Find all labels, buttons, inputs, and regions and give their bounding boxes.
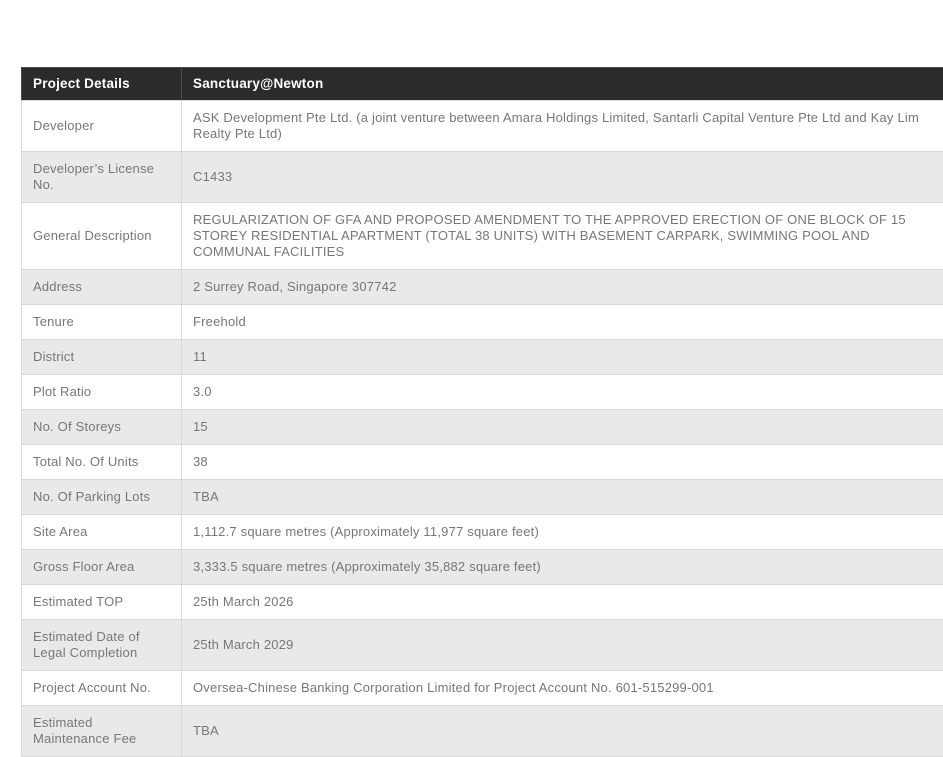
row-label: Address bbox=[22, 270, 182, 305]
row-label: Site Area bbox=[22, 515, 182, 550]
row-value: C1433 bbox=[182, 152, 943, 203]
table-row bbox=[22, 480, 943, 515]
row-value: 25th March 2029 bbox=[182, 620, 943, 671]
table-row bbox=[22, 515, 943, 550]
table-row bbox=[22, 706, 943, 757]
row-value: 1,112.7 square metres (Approximately 11,977 square feet) bbox=[182, 515, 943, 550]
table-row bbox=[22, 671, 943, 706]
table-row bbox=[22, 101, 943, 152]
table-row bbox=[22, 305, 943, 340]
row-label: Developer’s License No. bbox=[22, 152, 182, 203]
row-value: 15 bbox=[182, 410, 943, 445]
row-value: 3.0 bbox=[182, 375, 943, 410]
table-row bbox=[22, 550, 943, 585]
table-row bbox=[22, 203, 943, 270]
row-value: ASK Development Pte Ltd. (a joint venture between Amara Holdings Limited, Santarli Capital Venture Pte Ltd and Kay Lim Realty Pte Ltd) bbox=[182, 101, 943, 152]
table-header-row bbox=[22, 68, 943, 101]
project-details-table bbox=[21, 67, 943, 757]
row-value: Freehold bbox=[182, 305, 943, 340]
row-value: REGULARIZATION OF GFA AND PROPOSED AMENDMENT TO THE APPROVED ERECTION OF ONE BLOCK OF 15 STOREY RESIDENTIAL APARTMENT (TOTAL 38 UNITS) WITH BASEMENT CARPARK, SWIMMING POOL AND COMMUNAL FACILITIES bbox=[182, 203, 943, 270]
row-value: 3,333.5 square metres (Approximately 35,882 square feet) bbox=[182, 550, 943, 585]
row-label: No. Of Parking Lots bbox=[22, 480, 182, 515]
row-value: 11 bbox=[182, 340, 943, 375]
row-label: Estimated Maintenance Fee bbox=[22, 706, 182, 757]
row-label: General Description bbox=[22, 203, 182, 270]
row-label: Developer bbox=[22, 101, 182, 152]
row-label: No. Of Storeys bbox=[22, 410, 182, 445]
row-label: Estimated TOP bbox=[22, 585, 182, 620]
row-value: 2 Surrey Road, Singapore 307742 bbox=[182, 270, 943, 305]
row-label: Project Account No. bbox=[22, 671, 182, 706]
header-cell-project-name: Sanctuary@Newton bbox=[182, 68, 943, 101]
row-value: Oversea-Chinese Banking Corporation Limited for Project Account No. 601-515299-001 bbox=[182, 671, 943, 706]
table-row bbox=[22, 340, 943, 375]
row-label: Estimated Date of Legal Completion bbox=[22, 620, 182, 671]
row-value: 38 bbox=[182, 445, 943, 480]
table-row bbox=[22, 410, 943, 445]
row-value: 25th March 2026 bbox=[182, 585, 943, 620]
table-row bbox=[22, 270, 943, 305]
row-value: TBA bbox=[182, 480, 943, 515]
row-label: Gross Floor Area bbox=[22, 550, 182, 585]
row-value: TBA bbox=[182, 706, 943, 757]
row-label: District bbox=[22, 340, 182, 375]
row-label: Plot Ratio bbox=[22, 375, 182, 410]
header-cell-project-details: Project Details bbox=[22, 68, 182, 101]
row-label: Tenure bbox=[22, 305, 182, 340]
project-details-section bbox=[21, 67, 943, 757]
project-table-body bbox=[22, 101, 943, 757]
table-row bbox=[22, 375, 943, 410]
table-row bbox=[22, 620, 943, 671]
table-row bbox=[22, 445, 943, 480]
row-label: Total No. Of Units bbox=[22, 445, 182, 480]
table-row bbox=[22, 152, 943, 203]
table-row bbox=[22, 585, 943, 620]
project-table-head bbox=[22, 68, 943, 101]
